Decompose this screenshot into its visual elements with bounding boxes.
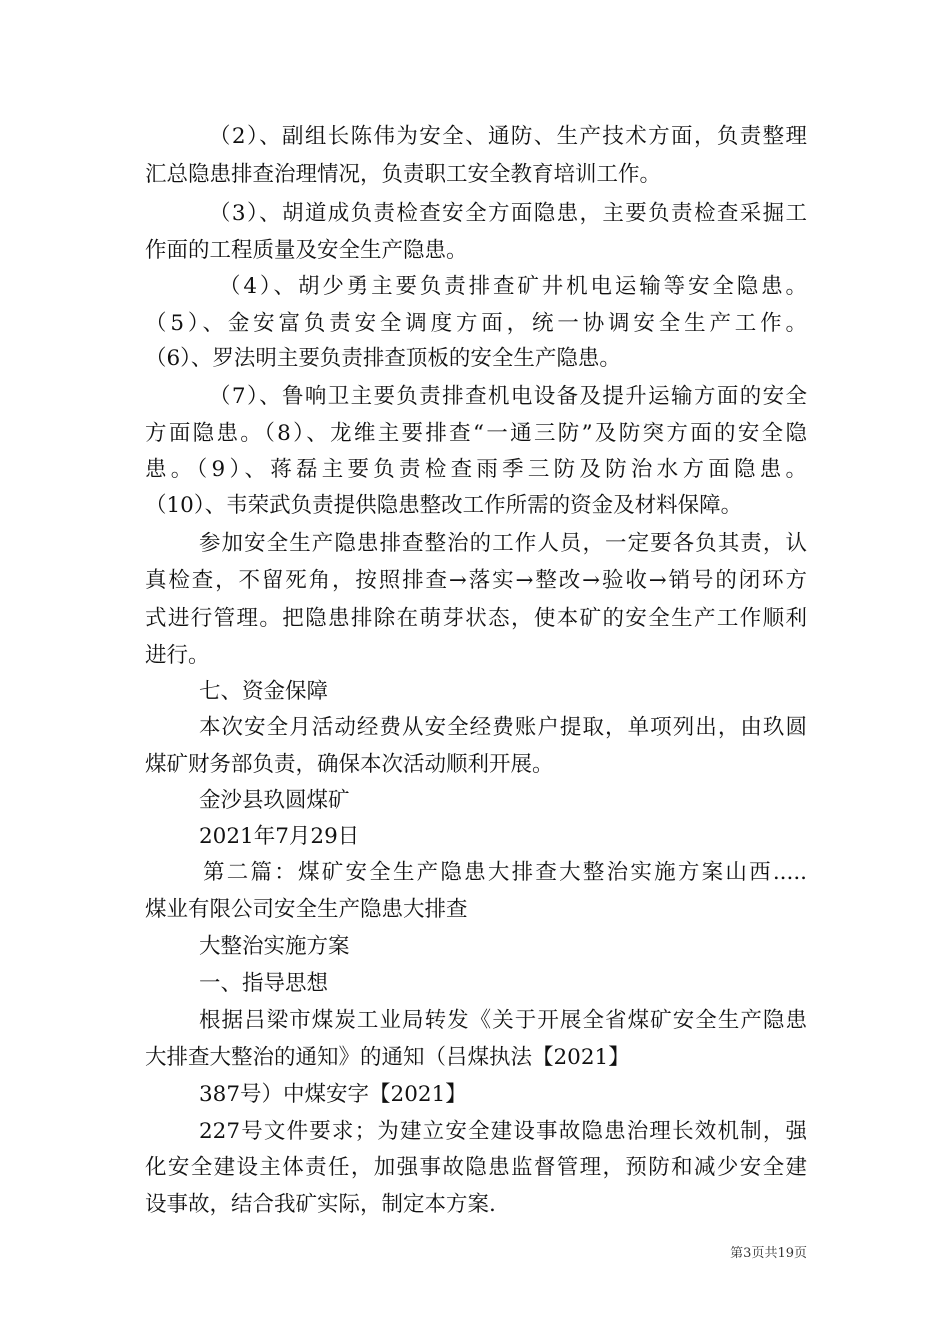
paragraph-line: 本次安全月活动经费从安全经费账户提取，单项列出，由玖圆 xyxy=(199,715,807,740)
paragraph-line: （2）、副组长陈伟为安全、通防、生产技术方面，负责整理 xyxy=(209,124,807,149)
paragraph-line: 参加安全生产隐患排查整治的工作人员，一定要各负其责，认 xyxy=(199,531,807,556)
paragraph-line: 真检查，不留死角，按照排查→落实→整改→验收→销号的闭环方 xyxy=(145,568,807,593)
paragraph-line: 式进行管理。把隐患排除在萌芽状态，使本矿的安全生产工作顺利 xyxy=(145,606,807,631)
paragraph-line: 方面隐患。（8）、龙维主要排查“一通三防”及防突方面的安全隐 xyxy=(145,421,807,446)
paragraph-line: （7）、鲁响卫主要负责排查机电设备及提升运输方面的安全 xyxy=(209,384,807,409)
paragraph-line: （5）、金安富负责安全调度方面，统一协调安全生产工作。 xyxy=(145,311,807,336)
paragraph-line: 煤矿财务部负责，确保本次活动顺利开展。 xyxy=(145,752,554,777)
chapter-title: 第二篇：煤矿安全生产隐患大排查大整治实施方案山西..... xyxy=(203,860,807,885)
signature-organization: 金沙县玖圆煤矿 xyxy=(199,788,350,813)
paragraph-line: （10）、韦荣武负责提供隐患整改工作所需的资金及材料保障。 xyxy=(145,493,743,518)
paragraph-line: 设事故，结合我矿实际，制定本方案. xyxy=(145,1192,496,1217)
section-heading: 七、资金保障 xyxy=(199,679,329,704)
paragraph-line: 大排查大整治的通知》的通知（吕煤执法【2021】 xyxy=(145,1045,630,1070)
paragraph-line: 387号）中煤安字【2021】 xyxy=(199,1082,467,1107)
paragraph-line: 汇总隐患排查治理情况，负责职工安全教育培训工作。 xyxy=(145,162,662,187)
paragraph-line: （4）、胡少勇主要负责排查矿井机电运输等安全隐患。 xyxy=(219,274,807,299)
section-heading: 一、指导思想 xyxy=(199,971,329,996)
paragraph-line: 作面的工程质量及安全生产隐患。 xyxy=(145,238,468,263)
paragraph-line: 根据吕梁市煤炭工业局转发《关于开展全省煤矿安全生产隐患 xyxy=(199,1008,807,1033)
paragraph-line: 化安全建设主体责任，加强事故隐患监督管理，预防和减少安全建 xyxy=(145,1155,807,1180)
paragraph-line: 进行。 xyxy=(145,643,210,668)
signature-date: 2021年7月29日 xyxy=(199,824,360,849)
chapter-title-continued: 煤业有限公司安全生产隐患大排查 xyxy=(145,897,468,922)
paragraph-line: （3）、胡道成负责检查安全方面隐患，主要负责检查采掘工 xyxy=(209,201,807,226)
paragraph-line: （6）、罗法明主要负责排查顶板的安全生产隐患。 xyxy=(145,346,621,371)
page-number: 第3页共19页 xyxy=(730,1246,807,1261)
paragraph-line: 患。（9）、蒋磊主要负责检查雨季三防及防治水方面隐患。 xyxy=(145,457,807,482)
chapter-subtitle: 大整治实施方案 xyxy=(199,934,350,959)
paragraph-line: 227号文件要求；为建立安全建设事故隐患治理长效机制，强 xyxy=(199,1119,807,1144)
